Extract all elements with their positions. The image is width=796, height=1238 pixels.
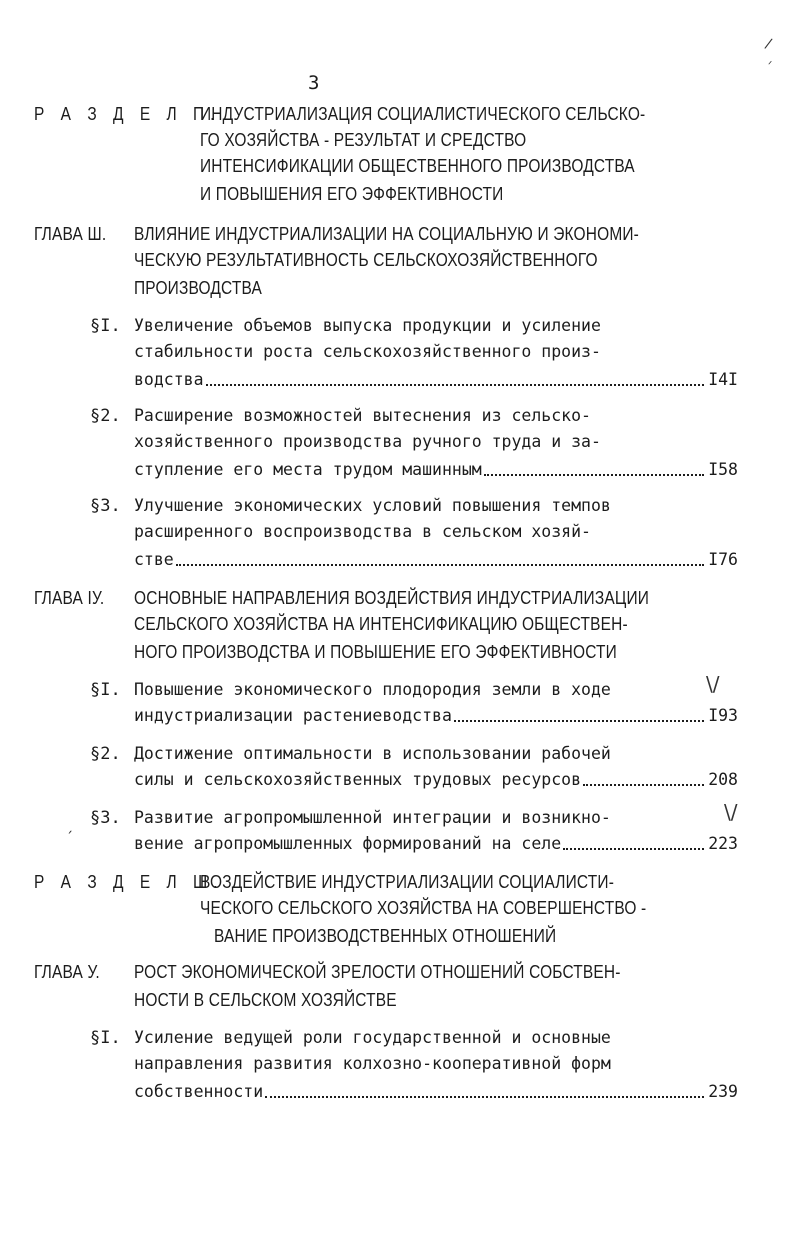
part-3-label: Р А З Д Е Л Ш. <box>34 872 224 892</box>
section-title-line: Повышение экономического плодородия земли в ходе <box>134 680 611 699</box>
part-2-title-line: ИНДУСТРИАЛИЗАЦИЯ СОЦИАЛИСТИЧЕСКОГО СЕЛЬСКО- <box>200 104 646 124</box>
section-title-line: силы и сельскохозяйственных трудовых ресурсов <box>134 770 582 789</box>
section-number: §I. <box>90 1028 121 1048</box>
page-ref: I4I <box>708 370 738 389</box>
page-number: 3 <box>308 72 320 94</box>
part-3-title-line: ЧЕСКОГО СЕЛЬСКОГО ХОЗЯЙСТВА НА СОВЕРШЕНСТВО - <box>200 898 647 918</box>
part-2-title-line: ИНТЕНСИФИКАЦИИ ОБЩЕСТВЕННОГО ПРОИЗВОДСТВА <box>200 156 635 176</box>
page-ref: 223 <box>708 834 738 853</box>
margin-pencil-mark: ˏ <box>66 818 73 834</box>
page-ref: 239 <box>708 1082 738 1101</box>
page-ref: I93 <box>708 706 738 725</box>
chapter-3-title-line: ЧЕСКУЮ РЕЗУЛЬТАТИВНОСТЬ СЕЛЬСКОХОЗЯЙСТВЕННОГО <box>134 250 598 270</box>
page-ref: I58 <box>708 460 738 479</box>
section-title-dotline <box>134 1082 738 1102</box>
chapter-3-label: ГЛАВА Ш. <box>34 224 107 244</box>
chapter-5-label: ГЛАВА У. <box>34 962 100 982</box>
margin-pencil-mark: / <box>763 35 774 53</box>
part-3-title-line: ВОЗДЕЙСТВИЕ ИНДУСТРИАЛИЗАЦИИ СОЦИАЛИСТИ- <box>200 872 615 892</box>
chapter-3-title-line: ВЛИЯНИЕ ИНДУСТРИАЛИЗАЦИИ НА СОЦИАЛЬНУЮ И ЭКОНОМИ- <box>134 224 640 244</box>
section-title-line: стве <box>134 550 174 569</box>
dot-leader <box>176 564 704 566</box>
section-title-line: вение агропромышленных формирований на селе <box>134 834 562 853</box>
part-2-title-line: ГО ХОЗЯЙСТВА - РЕЗУЛЬТАТ И СРЕДСТВО <box>200 130 527 150</box>
section-number: §2. <box>90 744 121 764</box>
section-title-line: расширенного воспроизводства в сельском хозяй- <box>134 522 591 541</box>
chapter-5-title-line: РОСТ ЭКОНОМИЧЕСКОЙ ЗРЕЛОСТИ ОТНОШЕНИЙ СОБСТВЕН- <box>134 962 621 982</box>
dot-leader <box>265 1096 704 1098</box>
section-title-line: Улучшение экономических условий повышения темпов <box>134 496 611 515</box>
chapter-4-label: ГЛАВА IУ. <box>34 588 105 608</box>
section-title-line: направления развития колхозно-кооперативной форм <box>134 1054 611 1073</box>
section-title-dotline <box>134 370 738 390</box>
dot-leader <box>583 784 704 786</box>
section-title-line: стабильности роста сельскохозяйственного произ- <box>134 342 601 361</box>
section-title-line: водства <box>134 370 204 389</box>
page-ref: 208 <box>708 770 738 789</box>
section-title-line: ступление его места трудом машинным <box>134 460 482 479</box>
margin-pencil-mark: ᐟ <box>768 60 773 71</box>
section-title-line: индустриализации растениеводства <box>134 706 452 725</box>
section-number: §3. <box>90 808 121 828</box>
section-number: §3. <box>90 496 121 516</box>
chapter-4-title-line: ОСНОВНЫЕ НАПРАВЛЕНИЯ ВОЗДЕЙСТВИЯ ИНДУСТРИАЛИЗАЦИИ <box>134 588 650 608</box>
chapter-3-title-line: ПРОИЗВОДСТВА <box>134 278 262 298</box>
chapter-5-title-line: НОСТИ В СЕЛЬСКОМ ХОЗЯЙСТВЕ <box>134 990 397 1010</box>
section-title-line: хозяйственного производства ручного труда и за- <box>134 432 601 451</box>
section-title-dotline <box>134 834 738 854</box>
page-ref: I76 <box>708 550 738 569</box>
dot-leader <box>563 848 704 850</box>
dot-leader <box>206 384 705 386</box>
part-2-label: Р А З Д Е Л П. <box>34 104 221 124</box>
part-2-title-line: И ПОВЫШЕНИЯ ЕГО ЭФФЕКТИВНОСТИ <box>200 184 504 204</box>
section-title-dotline <box>134 550 738 570</box>
dot-leader <box>454 720 704 722</box>
section-number: §2. <box>90 406 121 426</box>
section-title-line: Достижение оптимальности в использовании рабочей <box>134 744 611 763</box>
chapter-4-title-line: СЕЛЬСКОГО ХОЗЯЙСТВА НА ИНТЕНСИФИКАЦИЮ ОБЩЕСТВЕН- <box>134 614 628 634</box>
part-3-title-line: ВАНИЕ ПРОИЗВОДСТВЕННЫХ ОТНОШЕНИЙ <box>214 926 557 946</box>
dot-leader <box>484 474 705 476</box>
section-title-line: Развитие агропромышленной интеграции и возникно- <box>134 808 611 827</box>
checkmark-icon: \/ <box>724 800 738 824</box>
section-title-dotline <box>134 706 738 726</box>
section-title-line: Расширение возможностей вытеснения из сельско- <box>134 406 591 425</box>
section-title-dotline <box>134 770 738 790</box>
section-title-line: Усиление ведущей роли государственной и основные <box>134 1028 611 1047</box>
section-title-line: собственности <box>134 1082 264 1101</box>
section-title-line: Увеличение объемов выпуска продукции и усиление <box>134 316 601 335</box>
checkmark-icon: \/ <box>706 672 720 696</box>
section-title-dotline <box>134 460 738 480</box>
chapter-4-title-line: НОГО ПРОИЗВОДСТВА И ПОВЫШЕНИЕ ЕГО ЭФФЕКТИВНОСТИ <box>134 642 617 662</box>
section-number: §I. <box>90 316 121 336</box>
section-number: §I. <box>90 680 121 700</box>
